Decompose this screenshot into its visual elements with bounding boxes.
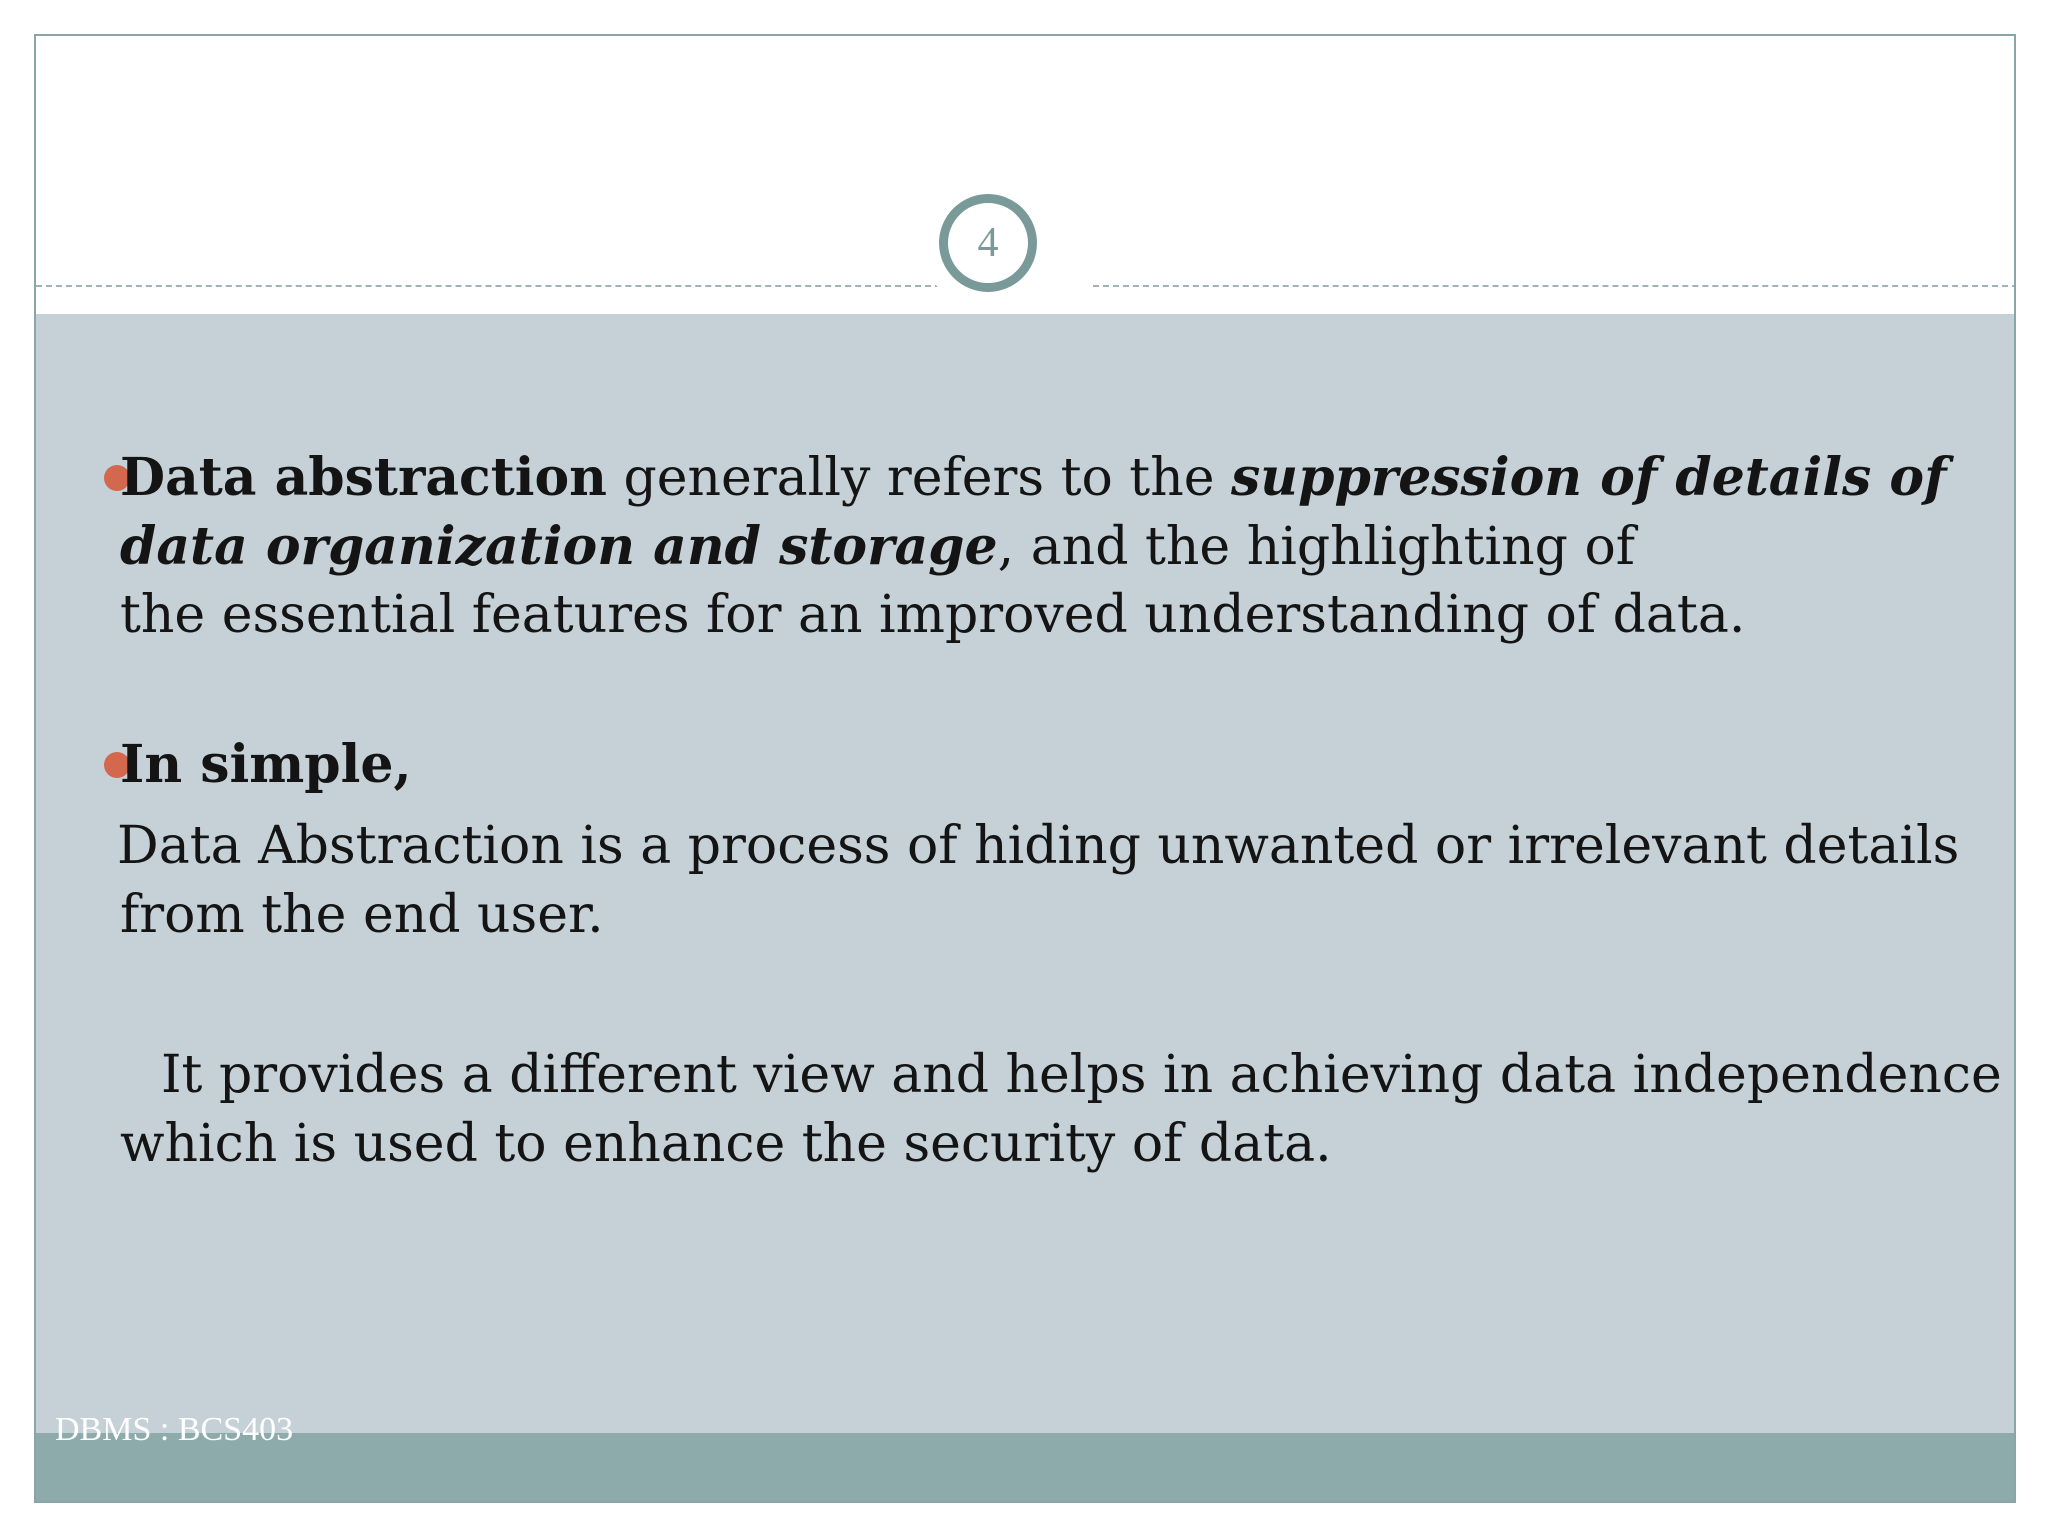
bullet2-para2-line2: which is used to enhance the security of data. [120, 1114, 1332, 1174]
bullet2-para2-line1: It provides a different view and helps in achieving data independence [161, 1045, 2002, 1105]
footer-band [36, 1433, 2014, 1503]
bullet1-line1 [120, 443, 1946, 513]
bullet1-text-a: generally refers to the [606, 448, 1231, 508]
bullet2-para1-line1: Data Abstraction is a process of hiding unwanted or irrelevant details [117, 816, 1960, 876]
bullet1-term: Data abstraction [120, 447, 607, 508]
footer-course-code: DBMS : BCS403 [55, 1411, 294, 1448]
bullet1-text-b: , and the highlighting of [997, 517, 1636, 577]
bullet1-emphasis-1: suppression of details of [1231, 447, 1947, 508]
bullet1-emphasis-2: data organization and storage [120, 516, 998, 577]
bullet1-line3: the essential features for an improved understanding of data. [120, 585, 1746, 645]
bullet2-para1-line2: from the end user. [120, 885, 604, 945]
bullet1-line2 [120, 512, 1635, 582]
header-divider-right [1093, 285, 2016, 287]
bullet2-heading [120, 730, 412, 800]
page-number-badge [939, 194, 1037, 292]
page-number: 4 [977, 220, 999, 266]
header-divider-left [36, 285, 951, 287]
bullet2-heading-text: In simple, [120, 734, 412, 795]
